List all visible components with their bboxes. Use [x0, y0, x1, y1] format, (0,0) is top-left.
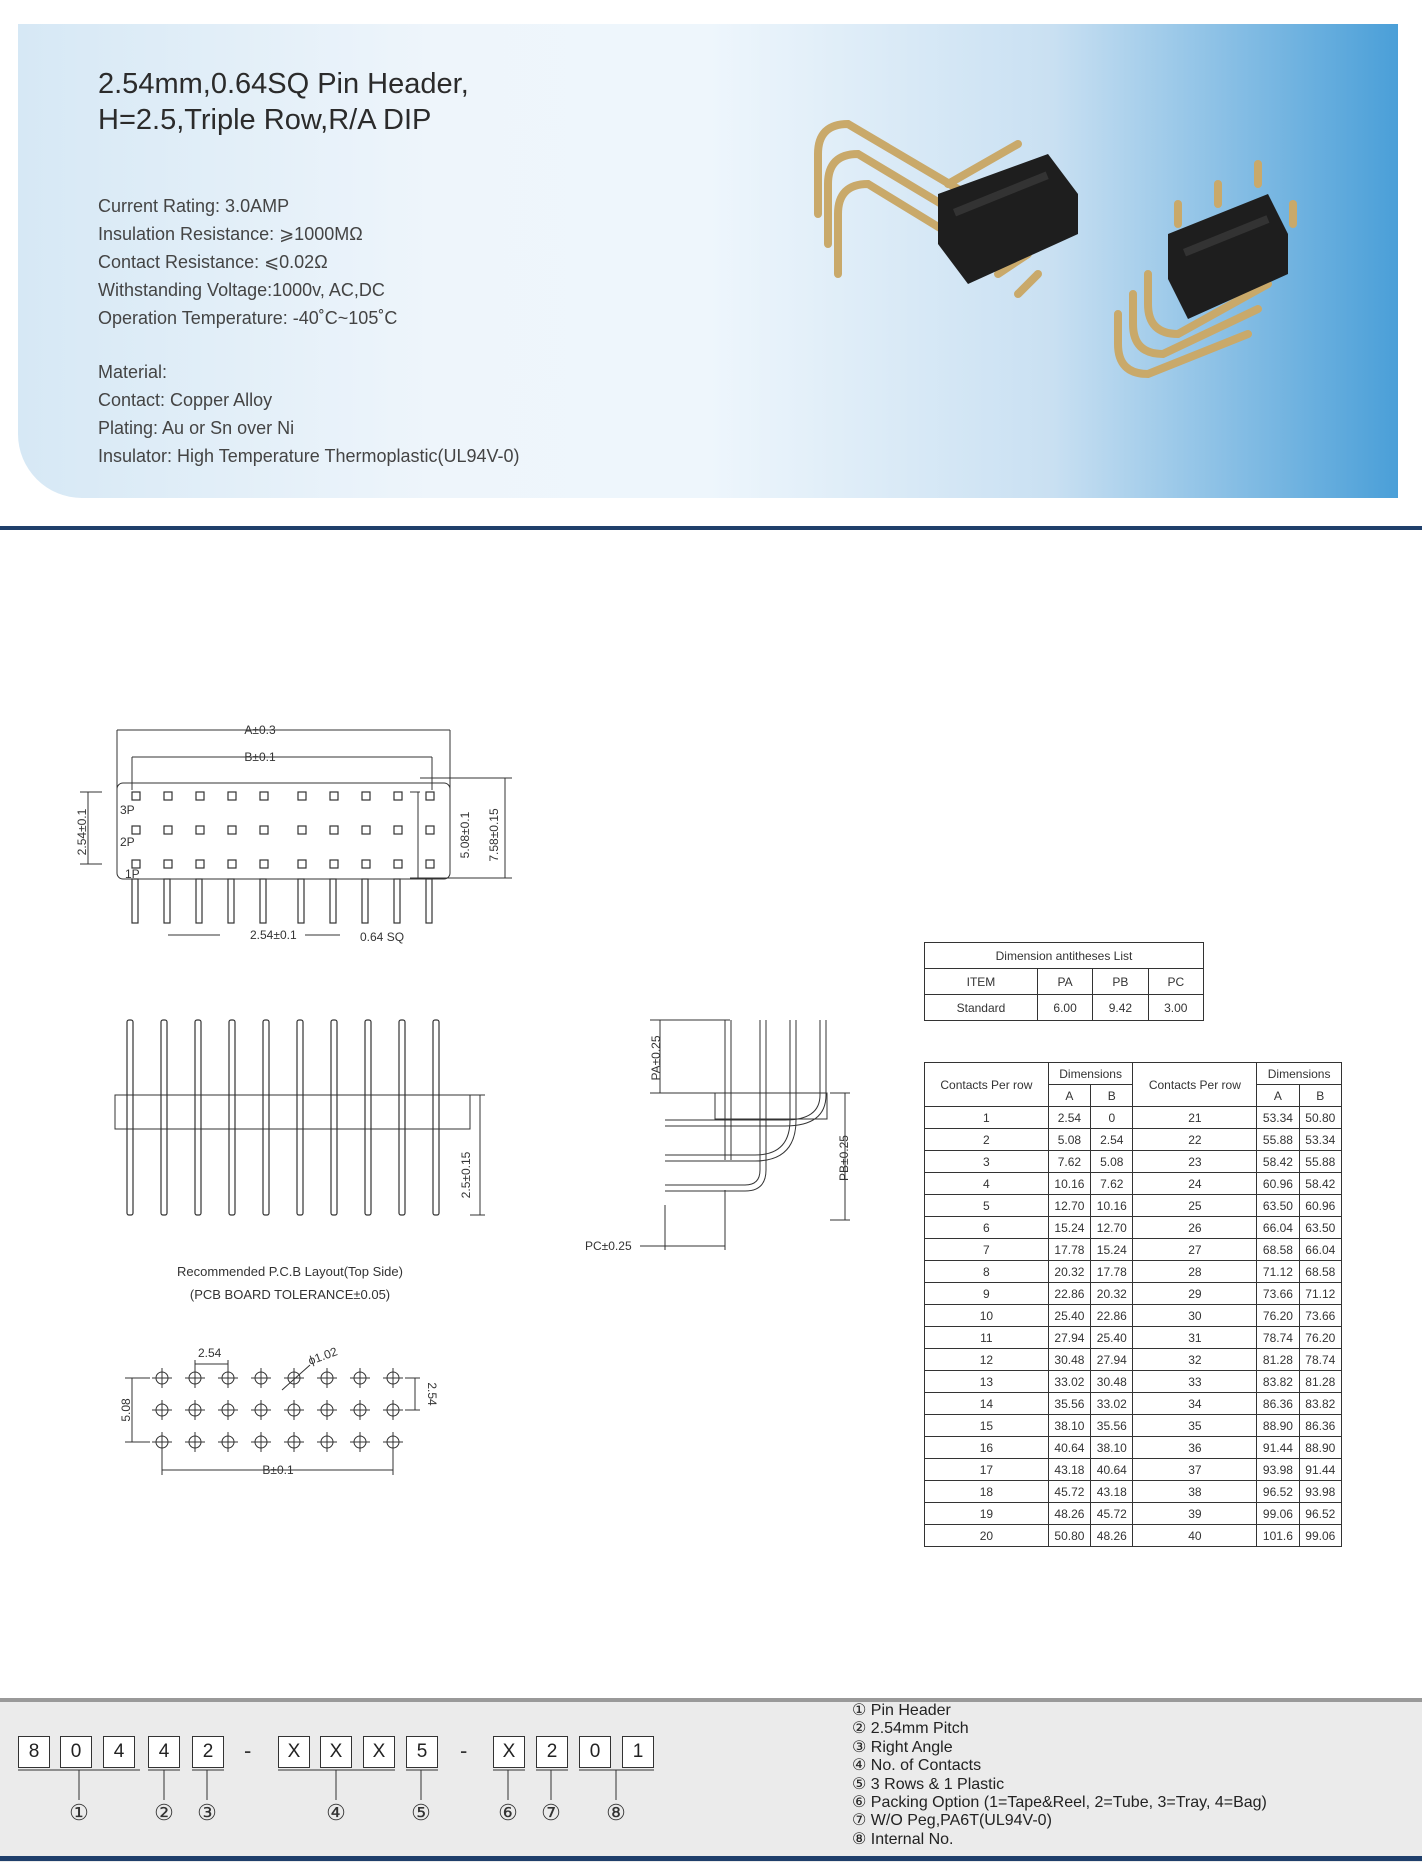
table-cell: 20.32: [1048, 1261, 1090, 1283]
dim-pb: PB±0.25: [837, 1135, 851, 1181]
legend-item: ⑦ W/O Peg,PA6T(UL94V-0): [852, 1812, 1052, 1830]
pn-digit: 5: [406, 1736, 438, 1768]
table-cell: 30.48: [1091, 1371, 1133, 1393]
table-cell: 30.48: [1048, 1349, 1090, 1371]
table-cell: 7.62: [1048, 1151, 1090, 1173]
table-cell: 86.36: [1299, 1415, 1341, 1437]
table-cell: 17: [925, 1459, 1049, 1481]
table-row: [925, 1393, 1342, 1415]
table-cell: 43.18: [1091, 1481, 1133, 1503]
table-cell: 38: [1133, 1481, 1257, 1503]
table-cell: 22.86: [1048, 1283, 1090, 1305]
table-cell: 23: [1133, 1151, 1257, 1173]
table-cell: 86.36: [1257, 1393, 1299, 1415]
table-cell: 33: [1133, 1371, 1257, 1393]
table-cell: 93.98: [1299, 1481, 1341, 1503]
table-cell: 71.12: [1299, 1283, 1341, 1305]
table-cell: 66.04: [1257, 1217, 1299, 1239]
table-cell: 10.16: [1091, 1195, 1133, 1217]
table-row: [925, 1195, 1342, 1217]
table-cell: 53.34: [1257, 1107, 1299, 1129]
table-row: [925, 1173, 1342, 1195]
legend-item: ① Pin Header: [852, 1702, 951, 1719]
table-cell: 16: [925, 1437, 1049, 1459]
dimension-list-table: Dimension antitheses List ITEM PA PB PC Standard 6.00 9.42 3.00: [924, 942, 1204, 1021]
pcb-row-pitch-label: 2.54: [425, 1382, 439, 1406]
legend-item: ④ No. of Contacts: [852, 1757, 982, 1775]
table-cell: 5.08: [1091, 1151, 1133, 1173]
table-cell: 15.24: [1091, 1239, 1133, 1261]
table-cell: 21: [1133, 1107, 1257, 1129]
table-cell: 40.64: [1091, 1459, 1133, 1481]
legend-item: ⑥ Packing Option (1=Tape&Reel, 2=Tube, 3=Tray, 4=Bag): [852, 1794, 1267, 1812]
table-cell: 35.56: [1048, 1393, 1090, 1415]
table-row: [925, 1239, 1342, 1261]
pcb-layout-title: Recommended P.C.B Layout(Top Side) (PCB BOARD TOLERANCE±0.05): [177, 1264, 403, 1302]
table-cell: 17.78: [1091, 1261, 1133, 1283]
pn-digit: X: [278, 1736, 310, 1768]
table-cell: 91.44: [1299, 1459, 1341, 1481]
table-cell: 6: [925, 1217, 1049, 1239]
table-cell: 17.78: [1048, 1239, 1090, 1261]
table-cell: 3: [925, 1151, 1049, 1173]
table-cell: 73.66: [1299, 1305, 1341, 1327]
table-cell: 43.18: [1048, 1459, 1090, 1481]
table-cell: 27.94: [1048, 1327, 1090, 1349]
spec-insulation: Insulation Resistance: ⩾1000MΩ: [98, 224, 363, 244]
table-cell: 22.86: [1091, 1305, 1133, 1327]
dim-pitch-vertical: 2.54±0.1: [75, 808, 89, 856]
table-cell: 83.82: [1257, 1371, 1299, 1393]
dim-25: 2.5±0.15: [459, 1151, 473, 1199]
label-3p: 3P: [120, 803, 135, 817]
table-cell: 71.12: [1257, 1261, 1299, 1283]
page-title: 2.54mm,0.64SQ Pin Header, H=2.5,Triple Row,R/A DIP: [98, 68, 469, 136]
table-cell: 19: [925, 1503, 1049, 1525]
pn-marker: ⑧: [606, 1800, 626, 1825]
table-cell: 7.62: [1091, 1173, 1133, 1195]
dim-pa: PA±0.25: [649, 1035, 663, 1081]
table-cell: 60.96: [1299, 1195, 1341, 1217]
table-cell: 58.42: [1299, 1173, 1341, 1195]
dim-pc: PC±0.25: [585, 1239, 632, 1253]
table-cell: 58.42: [1257, 1151, 1299, 1173]
table-cell: 13: [925, 1371, 1049, 1393]
table-cell: 50.80: [1048, 1525, 1090, 1547]
table-cell: 38.10: [1048, 1415, 1090, 1437]
label-2p: 2P: [120, 835, 135, 849]
table-cell: 33.02: [1091, 1393, 1133, 1415]
legend-item: ③ Right Angle: [852, 1738, 953, 1756]
dimensions-table-body: [925, 1107, 1342, 1547]
footer-rule: [0, 1856, 1422, 1861]
table-cell: 83.82: [1299, 1393, 1341, 1415]
table-cell: 68.58: [1257, 1239, 1299, 1261]
table-cell: 22: [1133, 1129, 1257, 1151]
table-cell: 93.98: [1257, 1459, 1299, 1481]
table-row: [925, 1349, 1342, 1371]
pn-marker: ⑦: [541, 1800, 561, 1825]
table-cell: 12.70: [1091, 1217, 1133, 1239]
pn-digit: 0: [579, 1736, 611, 1768]
table-cell: 2.54: [1091, 1129, 1133, 1151]
table-cell: 10: [925, 1305, 1049, 1327]
table-cell: 34: [1133, 1393, 1257, 1415]
table-cell: 5.08: [1048, 1129, 1090, 1151]
table-cell: 30: [1133, 1305, 1257, 1327]
table-cell: 96.52: [1299, 1503, 1341, 1525]
dimensions-table: Contacts Per row Dimensions Contacts Per row Dimensions A B A B 1 2.54 0 21 53.34 50.80 2 5.08 2.54 22 55.88 53.34 3 7.62 5.08 23 58.42 55.88 4 10.16 7.62 24 60.96 58.42 5 12.70 10.16 25 63.50 60.96 6 15.24 12.70 26 66.04 63.50 7 17.78 15.24 27 68.58 66.04 8 20.32 17.78 28 71.12 68.58 9 22.86 20.32 29 73.66 71.12 10 25.40 22.86 30 76.20 73.66 11 27.94 25.40 31 78.74 76.20 12 30.48 27.94 32 81.28 78.74 13 33.02 30.48 33 83.82 81.28 14 35.56 33.02 34 86.36 83.82 15 38.10 35.56 35 88.90 86.36 16 40.64 38.10 36 91.44 88.90 17 43.18 40.64 37 93.98 91.44 18 45.72 43.18 38 96.52 93.98 19 48.26 45.72 39 99.06 96.52 20 50.80 48.26 40 101.6 99.06: [924, 1062, 1342, 1547]
table-row: [925, 1151, 1342, 1173]
table-cell: 78.74: [1299, 1349, 1341, 1371]
pn-digit: 8: [18, 1736, 50, 1768]
table-cell: 76.20: [1299, 1327, 1341, 1349]
dim-a: A±0.3: [244, 723, 276, 737]
table-cell: 36: [1133, 1437, 1257, 1459]
table-cell: 45.72: [1048, 1481, 1090, 1503]
legend-item: ⑧ Internal No.: [852, 1830, 954, 1848]
pn-marker: ③: [197, 1800, 217, 1825]
table-cell: 18: [925, 1481, 1049, 1503]
table-cell: 14: [925, 1393, 1049, 1415]
spec-list: [98, 192, 397, 332]
pin-grid: [132, 792, 434, 868]
label-1p: 1P: [125, 867, 140, 881]
pn-marker: ②: [154, 1800, 174, 1825]
table-cell: 48.26: [1091, 1525, 1133, 1547]
pn-dash: -: [460, 1738, 468, 1763]
spec-voltage: Withstanding Voltage:1000v, AC,DC: [98, 280, 385, 300]
table-cell: 25.40: [1091, 1327, 1133, 1349]
table-cell: 20: [925, 1525, 1049, 1547]
table-cell: 8: [925, 1261, 1049, 1283]
front-view-drawing: [110, 1010, 490, 1230]
table-cell: 29: [1133, 1283, 1257, 1305]
table-cell: 81.28: [1257, 1349, 1299, 1371]
table-cell: 1: [925, 1107, 1049, 1129]
dim-sq: 0.64 SQ: [360, 930, 405, 944]
table-row: [925, 1107, 1342, 1129]
dim-b: B±0.1: [244, 750, 276, 764]
table-row: [925, 1459, 1342, 1481]
table-cell: 25.40: [1048, 1305, 1090, 1327]
table-cell: 73.66: [1257, 1283, 1299, 1305]
table-row: [925, 1217, 1342, 1239]
product-photo: [788, 84, 1368, 384]
table-cell: 2.54: [1048, 1107, 1090, 1129]
table-cell: 5: [925, 1195, 1049, 1217]
table-cell: 48.26: [1048, 1503, 1090, 1525]
table-row: [925, 1437, 1342, 1459]
header-divider: [0, 526, 1422, 530]
table-cell: 45.72: [1091, 1503, 1133, 1525]
table-cell: 10.16: [1048, 1173, 1090, 1195]
pcb-b-label: B±0.1: [262, 1463, 294, 1477]
pcb-hole-label: ϕ1.02: [306, 1344, 340, 1368]
pcb-layout-drawing: [120, 1330, 440, 1480]
header-banner: [18, 24, 1398, 498]
pcb-pitch-label: 2.54: [198, 1346, 222, 1360]
pn-digit: X: [320, 1736, 352, 1768]
pn-marker: ④: [326, 1800, 346, 1825]
table-cell: 37: [1133, 1459, 1257, 1481]
table-cell: 81.28: [1299, 1371, 1341, 1393]
table-cell: 66.04: [1299, 1239, 1341, 1261]
table-cell: 55.88: [1299, 1151, 1341, 1173]
dim-758: 7.58±0.15: [487, 808, 501, 862]
table-row: [925, 1371, 1342, 1393]
table-cell: 76.20: [1257, 1305, 1299, 1327]
table-cell: 88.90: [1299, 1437, 1341, 1459]
pcb-508-label: 5.08: [119, 1398, 133, 1422]
table-cell: 4: [925, 1173, 1049, 1195]
table-cell: 11: [925, 1327, 1049, 1349]
legend-item: ⑤ 3 Rows & 1 Plastic: [852, 1775, 1005, 1793]
table-cell: 15.24: [1048, 1217, 1090, 1239]
table-row: [925, 1525, 1342, 1547]
table-row: [925, 1327, 1342, 1349]
table-cell: 28: [1133, 1261, 1257, 1283]
pn-digit: 0: [60, 1736, 92, 1768]
table-cell: 26: [1133, 1217, 1257, 1239]
table-cell: 53.34: [1299, 1129, 1341, 1151]
table-row: [925, 1129, 1342, 1151]
dim-508: 5.08±0.1: [458, 811, 472, 859]
legend-item: ② 2.54mm Pitch: [852, 1720, 969, 1738]
table-cell: 68.58: [1299, 1261, 1341, 1283]
table-row: [925, 1503, 1342, 1525]
table-cell: 63.50: [1299, 1217, 1341, 1239]
table-row: [925, 1283, 1342, 1305]
table-cell: 96.52: [1257, 1481, 1299, 1503]
pn-digit: 4: [103, 1736, 135, 1768]
table-cell: 35.56: [1091, 1415, 1133, 1437]
table-cell: 38.10: [1091, 1437, 1133, 1459]
spec-temperature: Operation Temperature: -40˚C~105˚C: [98, 308, 398, 328]
table-row: [925, 1415, 1342, 1437]
part-number-legend: [852, 1702, 1267, 1849]
table-cell: 15: [925, 1415, 1049, 1437]
table-cell: 0: [1091, 1107, 1133, 1129]
table-cell: 55.88: [1257, 1129, 1299, 1151]
table-cell: 20.32: [1091, 1283, 1133, 1305]
pn-dash: -: [244, 1738, 252, 1763]
table-cell: 91.44: [1257, 1437, 1299, 1459]
table-cell: 12: [925, 1349, 1049, 1371]
table-cell: 101.6: [1257, 1525, 1299, 1547]
pn-digit: 2: [192, 1736, 224, 1768]
pn-digit: X: [363, 1736, 395, 1768]
side-view-drawing: [580, 1010, 860, 1260]
table-cell: 27: [1133, 1239, 1257, 1261]
table-cell: 35: [1133, 1415, 1257, 1437]
pn-marker: ⑥: [498, 1800, 518, 1825]
table-cell: 7: [925, 1239, 1049, 1261]
spec-contact-resistance: Contact Resistance: ⩽0.02Ω: [98, 252, 328, 272]
table-cell: 32: [1133, 1349, 1257, 1371]
table-cell: 99.06: [1299, 1525, 1341, 1547]
pn-digit: 4: [148, 1736, 180, 1768]
table-cell: 88.90: [1257, 1415, 1299, 1437]
table-cell: 33.02: [1048, 1371, 1090, 1393]
spec-current: Current Rating: 3.0AMP: [98, 196, 290, 216]
table-cell: 39: [1133, 1503, 1257, 1525]
table-row: [925, 1305, 1342, 1327]
pn-marker: ①: [69, 1800, 89, 1825]
table-cell: 24: [1133, 1173, 1257, 1195]
table-cell: 2: [925, 1129, 1049, 1151]
table-cell: 27.94: [1091, 1349, 1133, 1371]
table-cell: 63.50: [1257, 1195, 1299, 1217]
table-cell: 78.74: [1257, 1327, 1299, 1349]
table-cell: 99.06: [1257, 1503, 1299, 1525]
table-cell: 31: [1133, 1327, 1257, 1349]
top-view-drawing: [75, 720, 550, 945]
material-list: Material: Contact: Copper Alloy Plating: Au or Sn over Ni Insulator: High Temperature Thermoplastic(UL94V-0): [98, 362, 520, 466]
table-row: [925, 1261, 1342, 1283]
pn-digit: 1: [622, 1736, 654, 1768]
table-cell: 40: [1133, 1525, 1257, 1547]
table-cell: 25: [1133, 1195, 1257, 1217]
pn-digit: 2: [536, 1736, 568, 1768]
table-row: [925, 1481, 1342, 1503]
table-cell: 50.80: [1299, 1107, 1341, 1129]
table-cell: 9: [925, 1283, 1049, 1305]
table-cell: 40.64: [1048, 1437, 1090, 1459]
table-cell: 60.96: [1257, 1173, 1299, 1195]
pn-digit: X: [493, 1736, 525, 1768]
dim-pitch-horizontal: 2.54±0.1: [250, 928, 297, 942]
table-cell: 12.70: [1048, 1195, 1090, 1217]
pn-marker: ⑤: [411, 1800, 431, 1825]
